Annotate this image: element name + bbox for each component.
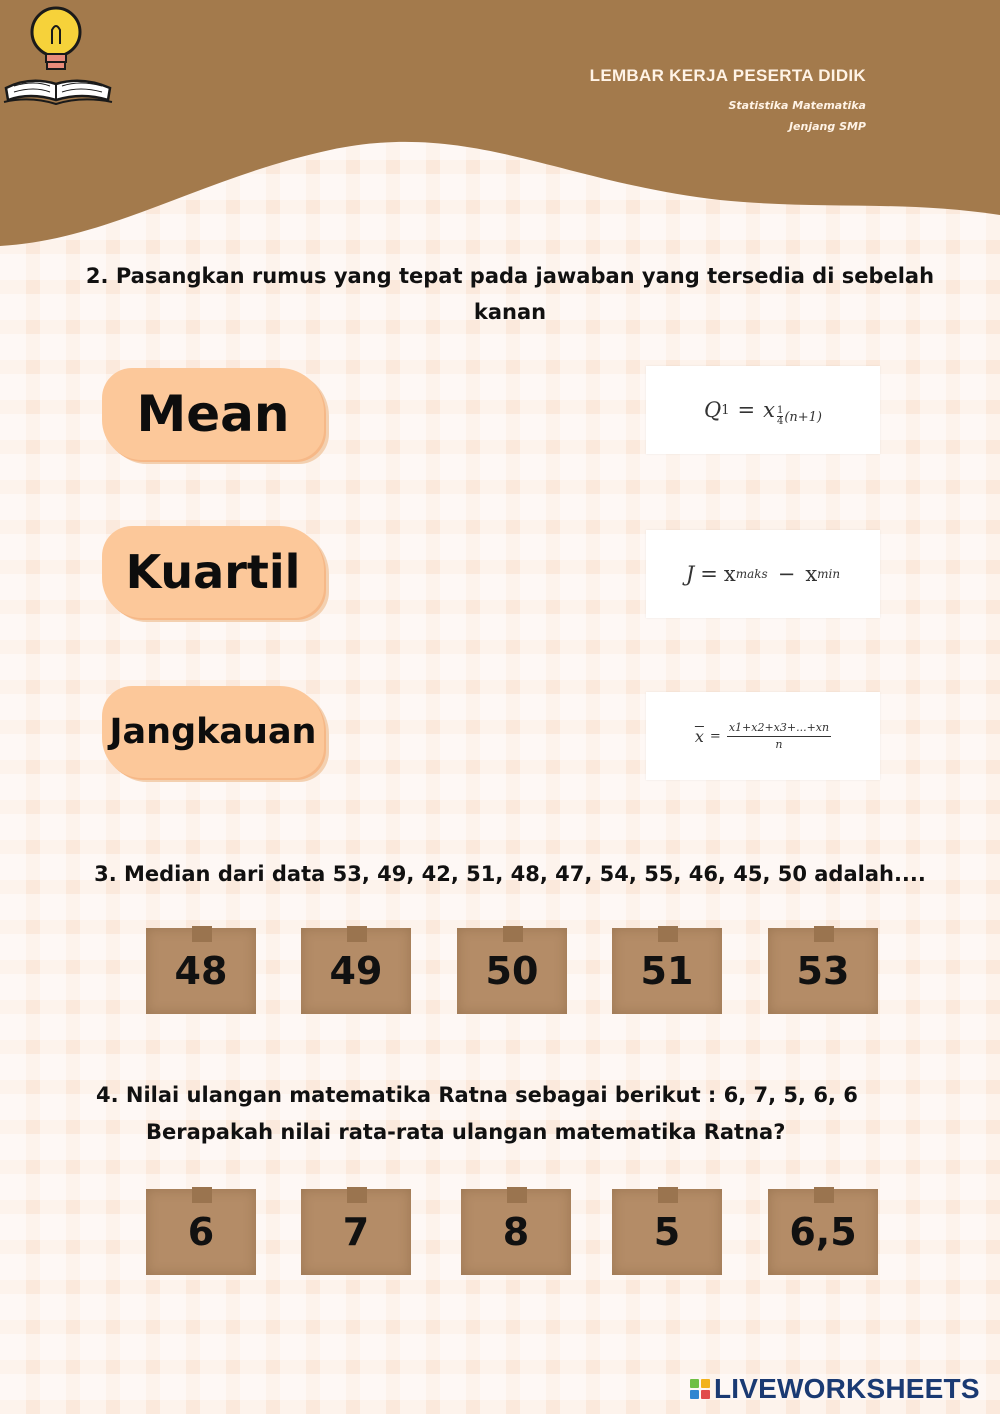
- tape: [507, 1187, 527, 1203]
- formula-range-lhs: J: [685, 562, 695, 586]
- tape: [658, 926, 678, 942]
- q4-option-5-label: 6,5: [789, 1210, 857, 1254]
- formula-range-x2: x: [805, 562, 818, 586]
- q3-option-3-label: 50: [485, 949, 539, 993]
- formula-range-eq: =: [700, 562, 718, 586]
- lightbulb-book-icon: [0, 0, 116, 112]
- formula-quartile-eq: =: [737, 398, 756, 422]
- tape: [347, 926, 367, 942]
- question-3-text: 3. Median dari data 53, 49, 42, 51, 48, 47, 54, 55, 46, 45, 50 adalah....: [94, 862, 926, 886]
- tape: [192, 1187, 212, 1203]
- formula-mean-lhs: $\overline{x}$: [694, 726, 704, 746]
- term-mean-label: Mean: [136, 385, 290, 443]
- formula-range-minus: −: [777, 562, 796, 586]
- formula-quartile-lhs: Q: [703, 398, 722, 422]
- q4-option-1[interactable]: [146, 1189, 256, 1275]
- q3-option-4-label: 51: [640, 949, 694, 993]
- q4-option-3[interactable]: [461, 1189, 571, 1275]
- term-jangkauan[interactable]: [102, 686, 324, 778]
- formula-quartile[interactable]: [646, 366, 880, 454]
- q4-option-3-label: 8: [502, 1210, 530, 1254]
- formula-quartile-frac: [777, 406, 783, 427]
- q3-option-4[interactable]: [612, 928, 722, 1014]
- term-kuartil[interactable]: [102, 526, 324, 618]
- q3-option-1[interactable]: [146, 928, 256, 1014]
- formula-quartile-sub: 1: [721, 402, 730, 418]
- q4-option-2-label: 7: [342, 1210, 370, 1254]
- term-mean[interactable]: [102, 368, 324, 460]
- formula-range-sub2: min: [817, 567, 841, 581]
- formula-range[interactable]: [646, 530, 880, 618]
- q4-option-1-label: 6: [187, 1210, 215, 1254]
- page-header: [0, 0, 1000, 260]
- formula-range-x1: x: [723, 562, 736, 586]
- formula-mean-eq: =: [709, 728, 721, 744]
- tape: [814, 926, 834, 942]
- formula-quartile-frac-num: 1: [776, 404, 784, 416]
- q3-option-2-label: 49: [329, 949, 383, 993]
- formula-quartile-x: x: [763, 398, 775, 422]
- q3-option-3[interactable]: [457, 928, 567, 1014]
- question-4-line2: Berapakah nilai rata-rata ulangan matematika Ratna?: [146, 1120, 786, 1144]
- formula-mean-frac: [727, 720, 831, 753]
- formula-mean[interactable]: [646, 692, 880, 780]
- tape: [658, 1187, 678, 1203]
- formula-mean-numerator: x1+x2+x3+...+xn: [727, 720, 831, 737]
- worksheet-title: LEMBAR KERJA PESERTA DIDIK: [589, 66, 866, 85]
- term-jangkauan-label: Jangkauan: [109, 712, 317, 752]
- formula-quartile-frac-den: 4: [776, 415, 784, 427]
- formula-range-sub1: maks: [735, 567, 768, 581]
- tape: [814, 1187, 834, 1203]
- worksheet-level: Jenjang SMP: [788, 120, 866, 133]
- worksheet-subject: Statistika Matematika: [728, 99, 866, 112]
- question-2-text: 2. Pasangkan rumus yang tepat pada jawaban yang tersedia di sebelah kanan: [85, 264, 935, 324]
- liveworksheets-logo[interactable]: [690, 1372, 980, 1406]
- q4-option-5[interactable]: [768, 1189, 878, 1275]
- question-4-line1: 4. Nilai ulangan matematika Ratna sebagai berikut : 6, 7, 5, 6, 6: [96, 1083, 858, 1107]
- q3-option-1-label: 48: [174, 949, 228, 993]
- q3-option-5-label: 53: [796, 949, 850, 993]
- liveworksheets-mark-icon: [690, 1379, 710, 1399]
- formula-quartile-paren: (n+1): [784, 409, 822, 425]
- q4-option-2[interactable]: [301, 1189, 411, 1275]
- formula-mean-denominator: n: [775, 737, 783, 751]
- q3-option-2[interactable]: [301, 928, 411, 1014]
- tape: [192, 926, 212, 942]
- q4-option-4[interactable]: [612, 1189, 722, 1275]
- tape: [503, 926, 523, 942]
- q3-option-5[interactable]: [768, 928, 878, 1014]
- term-kuartil-label: Kuartil: [125, 545, 301, 599]
- tape: [347, 1187, 367, 1203]
- liveworksheets-brand: LIVEWORKSHEETS: [714, 1373, 980, 1404]
- q4-option-4-label: 5: [653, 1210, 681, 1254]
